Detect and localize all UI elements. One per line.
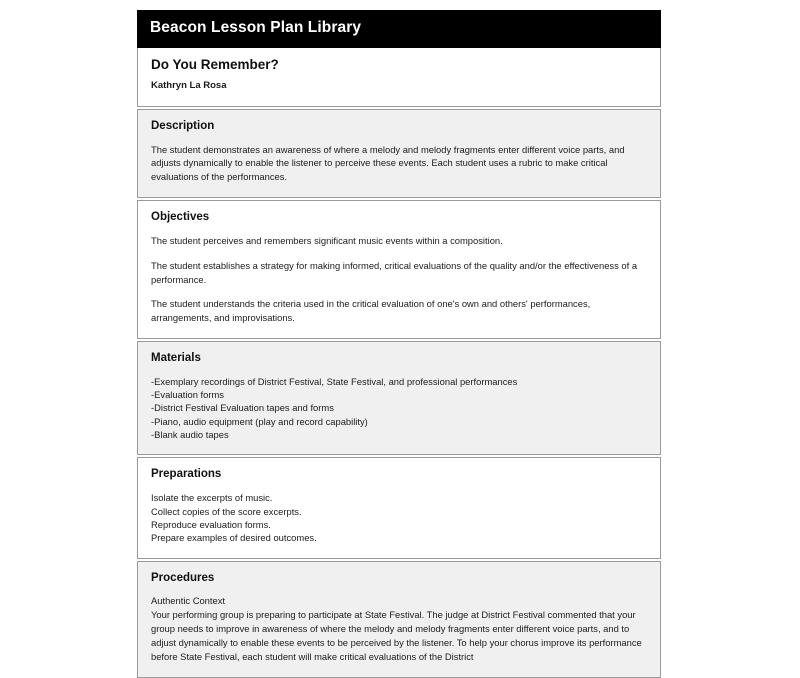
list-item: -Piano, audio equipment (play and record capability) [151, 415, 368, 427]
section-description [137, 109, 661, 198]
lesson-author: Kathryn La Rosa [151, 80, 227, 92]
procedures-subheading: Authentic Context [151, 595, 226, 607]
list-item: Prepare examples of desired outcomes. [151, 532, 317, 544]
section-heading-description: Description [151, 119, 215, 132]
section-heading-preparations: Preparations [151, 468, 222, 481]
lesson-plan-document [137, 10, 661, 678]
objective-paragraph: The student understands the criteria used in the critical evaluation of one's own and others' performances, arrangements, and improvisations. [151, 298, 591, 324]
objective-paragraph: The student establishes a strategy for making informed, critical evaluations of the quality and/or the effectiveness of a performance. [151, 259, 638, 285]
list-item: -Evaluation forms [151, 389, 224, 401]
preparations-list [151, 491, 647, 544]
lesson-title: Do You Remember? [151, 56, 279, 72]
section-objectives [137, 200, 661, 339]
list-item: Reproduce evaluation forms. [151, 518, 271, 530]
section-heading-procedures: Procedures [151, 571, 215, 584]
list-item: -District Festival Evaluation tapes and forms [151, 402, 334, 414]
description-body: The student demonstrates an awareness of where a melody and melody fragments enter different voice parts, and adjusts dynamically to enable the listener to perceive these events. Each student uses a rubric to make critical evaluations of the performances. [151, 143, 625, 183]
list-item: -Blank audio tapes [151, 429, 229, 441]
section-preparations [137, 457, 661, 558]
section-materials [137, 341, 661, 456]
materials-list [151, 375, 647, 442]
section-heading-objectives: Objectives [151, 211, 210, 224]
site-title: Beacon Lesson Plan Library [150, 19, 362, 36]
objective-paragraph: The student perceives and remembers significant music events within a composition. [151, 234, 503, 246]
list-item: Collect copies of the score excerpts. [151, 505, 302, 517]
list-item: Isolate the excerpts of music. [151, 492, 273, 504]
section-procedures [137, 561, 661, 678]
section-heading-materials: Materials [151, 351, 201, 364]
lesson-title-block [137, 48, 661, 107]
list-item: -Exemplary recordings of District Festival, State Festival, and professional performances [151, 375, 518, 387]
procedures-body: Your performing group is preparing to participate at State Festival. The judge at District Festival commented that your group needs to improve in awareness of where the melody and melody fragments enter different voice parts, and to adjust dynamically to enable these events to be perceived by the listener. To help your chorus improve its performance before State Festival, each student will make critical evaluations of the District [151, 609, 642, 662]
site-banner [137, 10, 661, 48]
